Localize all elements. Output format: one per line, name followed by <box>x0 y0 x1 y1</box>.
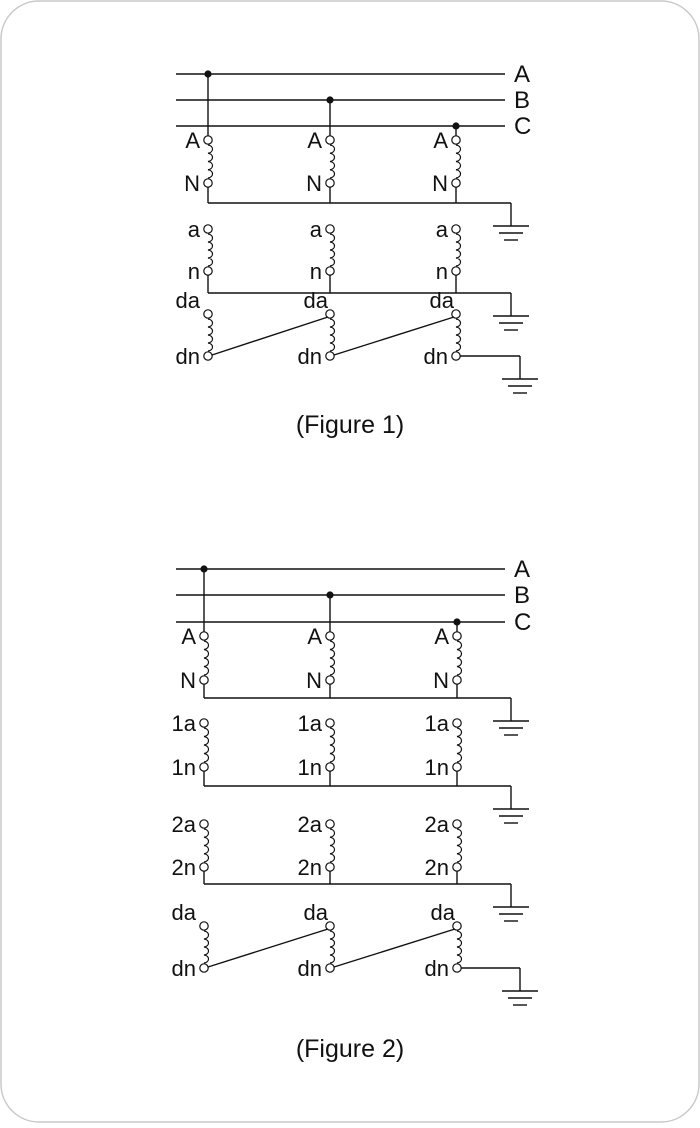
terminal-bottom <box>326 964 334 972</box>
junction-dot <box>452 122 459 129</box>
open-delta-label-top: da <box>175 288 200 313</box>
terminal-top <box>200 820 208 828</box>
winding-label-bottom: 1n <box>424 755 449 780</box>
winding-label-top: 2a <box>424 812 449 837</box>
winding-label-bottom: 2n <box>297 855 322 880</box>
winding-label-bottom: n <box>435 259 448 284</box>
winding-label-top: a <box>309 217 322 242</box>
figure-caption: (Figure 1) <box>295 411 405 439</box>
bus-label-b: B <box>514 87 531 114</box>
terminal-top <box>204 310 212 318</box>
bus-label-c: C <box>514 113 532 140</box>
terminal-top <box>200 922 208 930</box>
open-delta-label-top: da <box>430 900 455 925</box>
junction-dot <box>200 565 207 572</box>
terminal-bottom <box>453 964 461 972</box>
terminal-bottom <box>200 676 208 684</box>
terminal-top <box>326 719 334 727</box>
terminal-bottom <box>200 763 208 771</box>
primary-label-top: A <box>434 624 449 649</box>
open-delta-label-bottom: dn <box>297 956 322 981</box>
primary-label-top: A <box>185 128 200 153</box>
bus-label-c: C <box>514 609 532 636</box>
primary-label-bottom: N <box>306 668 322 693</box>
terminal-bottom <box>452 352 460 360</box>
bus-label-b: B <box>514 582 531 609</box>
terminal-top <box>204 225 212 233</box>
terminal-top <box>452 225 460 233</box>
primary-label-top: A <box>181 624 196 649</box>
winding-label-bottom: 1n <box>171 755 196 780</box>
primary-label-top: A <box>433 128 448 153</box>
card-border <box>1 1 699 1122</box>
junction-dot <box>326 591 333 598</box>
terminal-bottom <box>452 179 460 187</box>
open-delta-label-top: da <box>303 900 328 925</box>
primary-label-bottom: N <box>306 171 322 196</box>
winding-label-bottom: 2n <box>171 855 196 880</box>
terminal-bottom <box>204 179 212 187</box>
terminal-bottom <box>326 763 334 771</box>
bus-label-a: A <box>514 61 531 88</box>
terminal-top <box>200 719 208 727</box>
terminal-top <box>452 136 460 144</box>
terminal-top <box>453 719 461 727</box>
terminal-bottom <box>453 763 461 771</box>
primary-label-top: A <box>307 128 322 153</box>
open-delta-label-top: da <box>171 900 196 925</box>
winding-label-bottom: n <box>309 259 322 284</box>
winding-label-bottom: 1n <box>297 755 322 780</box>
primary-label-bottom: N <box>432 171 448 196</box>
winding-label-top: 2a <box>297 812 322 837</box>
terminal-top <box>326 225 334 233</box>
terminal-bottom <box>453 676 461 684</box>
terminal-bottom <box>326 179 334 187</box>
junction-dot <box>204 70 211 77</box>
primary-label-bottom: N <box>184 171 200 196</box>
open-delta-label-top: da <box>303 288 328 313</box>
terminal-bottom <box>326 352 334 360</box>
open-delta-label-bottom: dn <box>297 344 322 369</box>
winding-label-top: 1a <box>424 711 449 736</box>
winding-label-bottom: 2n <box>424 855 449 880</box>
winding-label-top: 2a <box>171 812 196 837</box>
terminal-bottom <box>204 352 212 360</box>
terminal-top <box>200 632 208 640</box>
open-delta-label-bottom: dn <box>171 956 196 981</box>
terminal-top <box>453 632 461 640</box>
terminal-top <box>204 136 212 144</box>
winding-label-top: 1a <box>297 711 322 736</box>
terminal-bottom <box>326 267 334 275</box>
open-delta-label-bottom: dn <box>175 344 200 369</box>
terminal-top <box>326 820 334 828</box>
terminal-bottom <box>200 964 208 972</box>
primary-label-bottom: N <box>180 668 196 693</box>
bus-label-a: A <box>514 556 531 583</box>
terminal-bottom <box>204 267 212 275</box>
terminal-bottom <box>452 267 460 275</box>
winding-label-top: a <box>187 217 200 242</box>
terminal-bottom <box>326 863 334 871</box>
terminal-bottom <box>453 863 461 871</box>
terminal-bottom <box>326 676 334 684</box>
terminal-bottom <box>200 863 208 871</box>
terminal-top <box>453 820 461 828</box>
junction-dot <box>326 96 333 103</box>
winding-label-top: 1a <box>171 711 196 736</box>
winding-label-bottom: n <box>187 259 200 284</box>
open-delta-label-top: da <box>429 288 454 313</box>
open-delta-label-bottom: dn <box>424 956 449 981</box>
primary-label-bottom: N <box>433 668 449 693</box>
open-delta-label-bottom: dn <box>423 344 448 369</box>
terminal-top <box>326 632 334 640</box>
primary-label-top: A <box>307 624 322 649</box>
winding-label-top: a <box>435 217 448 242</box>
terminal-top <box>326 136 334 144</box>
figure-caption: (Figure 2) <box>295 1035 405 1063</box>
junction-dot <box>453 618 460 625</box>
